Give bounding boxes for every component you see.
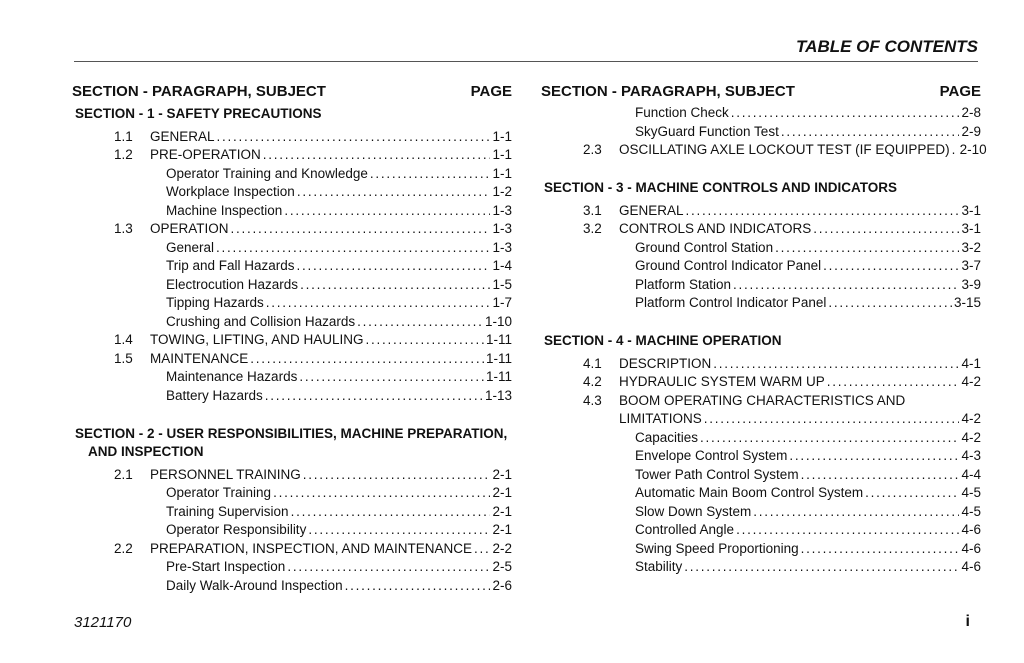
entry-number: 1.4	[114, 332, 133, 347]
entry-page: 4-2	[961, 411, 981, 426]
entry-text: Platform Control Indicator Panel	[635, 295, 827, 310]
entry-text: Trip and Fall Hazards	[166, 258, 295, 273]
toc-entry[interactable]	[72, 146, 512, 165]
leader-dots	[801, 540, 960, 559]
entry-number: 3.2	[583, 221, 602, 236]
leader-dots	[273, 484, 490, 503]
entry-text: SkyGuard Function Test	[635, 123, 779, 139]
leader-dots	[781, 123, 960, 142]
entry-text: HYDRAULIC SYSTEM WARM UP	[619, 374, 825, 389]
toc-entry[interactable]	[72, 276, 512, 295]
section-2-entries	[72, 466, 512, 596]
entry-number: 1.3	[114, 221, 133, 236]
leader-dots	[733, 276, 959, 295]
entry-text: Function Check	[635, 105, 729, 120]
entry-text: Controlled Angle	[635, 522, 735, 537]
leader-dots	[474, 540, 490, 559]
entry-page: 1-1	[492, 128, 512, 144]
toc-entry[interactable]	[541, 220, 981, 239]
entry-page: 2-2	[492, 540, 512, 556]
entry-text: Daily Walk-Around Inspection	[166, 577, 343, 593]
entry-page: 3-1	[961, 221, 981, 236]
entry-text: Crushing and Collision Hazards	[166, 313, 356, 329]
entry-text: Platform Station	[635, 276, 732, 292]
section-2-continued-entries	[541, 104, 987, 160]
leader-dots	[731, 104, 960, 123]
entry-page: 1-10	[484, 313, 512, 329]
section-4-entries-b	[541, 429, 981, 577]
entry-page: 2-5	[492, 559, 512, 574]
page-header-title: TABLE OF CONTENTS	[796, 37, 978, 56]
leader-dots	[713, 355, 959, 374]
entry-page: 4-5	[961, 503, 981, 519]
column-header-page: PAGE	[470, 83, 512, 100]
leader-dots	[686, 202, 960, 221]
entry-number: 1.5	[114, 350, 133, 366]
entry-page: 2-8	[961, 105, 981, 120]
toc-entry[interactable]	[72, 387, 512, 406]
leader-dots	[736, 521, 959, 540]
leader-dots	[297, 257, 491, 276]
leader-dots	[827, 373, 960, 392]
leader-dots	[775, 239, 959, 258]
section-3-entries	[541, 202, 981, 313]
toc-right-column	[541, 80, 987, 577]
entry-page: 1-11	[485, 350, 512, 366]
section-4-entries-a	[541, 355, 981, 392]
toc-entry[interactable]	[541, 484, 981, 503]
leader-dots	[801, 466, 960, 485]
column-header-page: PAGE	[939, 83, 981, 100]
entry-page: 4-3	[961, 448, 981, 463]
leader-dots	[265, 387, 483, 406]
leader-dots	[216, 239, 490, 258]
leader-dots	[291, 503, 491, 522]
entry-page: 4-5	[961, 485, 981, 500]
entry-number: 4.2	[583, 374, 602, 389]
entry-text: TOWING, LIFTING, AND HAULING	[150, 332, 364, 347]
toc-entry[interactable]	[72, 202, 512, 221]
entry-page: 4-6	[961, 559, 981, 574]
toc-entry[interactable]	[541, 123, 981, 142]
toc-entry[interactable]	[541, 373, 981, 392]
entry-text: Envelope Control System	[635, 448, 788, 463]
entry-page: 2-1	[492, 503, 512, 519]
entry-page: 1-2	[492, 184, 512, 199]
entry-page: 1-3	[492, 221, 512, 236]
entry-text: MAINTENANCE	[150, 350, 249, 366]
entry-page: 1-1	[492, 165, 512, 181]
toc-entry[interactable]	[72, 484, 512, 503]
leader-dots	[284, 202, 490, 221]
toc-entry[interactable]	[541, 540, 981, 559]
entry-text: DESCRIPTION	[619, 355, 712, 371]
toc-entry[interactable]	[72, 239, 512, 258]
entry-page: 2-9	[961, 123, 981, 139]
entry-page: 2-10	[959, 142, 987, 157]
entry-page: 3-7	[961, 258, 981, 273]
entry-page: 1-7	[492, 295, 512, 310]
entry-text: Electrocution Hazards	[166, 276, 299, 292]
leader-dots	[297, 183, 491, 202]
toc-entry[interactable]	[72, 165, 512, 184]
entry-page: 3-15	[953, 295, 981, 310]
entry-page: 2-1	[492, 485, 512, 500]
leader-dots	[828, 294, 952, 313]
entry-page: 2-1	[492, 522, 512, 537]
entry-text: Operator Training and Knowledge	[166, 165, 368, 181]
toc-entry[interactable]	[541, 202, 981, 221]
leader-dots	[300, 276, 490, 295]
entry-page: 2-1	[492, 466, 512, 482]
leader-dots	[263, 146, 491, 165]
entry-text: Tipping Hazards	[166, 295, 264, 310]
entry-page: 4-6	[961, 540, 981, 556]
entry-page: 3-1	[961, 202, 981, 218]
entry-text: Tower Path Control System	[635, 466, 799, 482]
entry-number: 2.1	[114, 466, 133, 482]
leader-dots	[250, 350, 484, 369]
entry-page: 4-4	[961, 466, 981, 482]
entry-text: CONTROLS AND INDICATORS	[619, 221, 812, 236]
entry-number: 4.3	[583, 392, 602, 408]
entry-page: 1-11	[485, 369, 512, 384]
column-header	[72, 80, 512, 104]
toc-entry[interactable]	[72, 183, 512, 202]
toc-left-column	[72, 80, 512, 595]
toc-entry[interactable]	[72, 331, 512, 350]
leader-dots	[287, 558, 490, 577]
entry-page: 4-2	[961, 429, 981, 445]
entry-page: 1-4	[492, 258, 512, 273]
entry-text: Slow Down System	[635, 503, 752, 519]
entry-text: Pre-Start Inspection	[166, 559, 286, 574]
toc-entry[interactable]	[72, 294, 512, 313]
toc-entry[interactable]	[541, 355, 981, 374]
leader-dots	[753, 503, 959, 522]
toc-entry[interactable]	[541, 141, 987, 160]
toc-entry[interactable]	[72, 466, 512, 485]
entry-text: OSCILLATING AXLE LOCKOUT TEST (IF EQUIPPED)	[619, 142, 950, 157]
toc-entry[interactable]	[541, 294, 981, 313]
leader-dots	[952, 141, 958, 160]
entry-page: 1-11	[485, 332, 512, 347]
toc-entry[interactable]	[72, 257, 512, 276]
entry-text: General	[166, 239, 215, 255]
toc-entry[interactable]	[541, 558, 981, 577]
toc-entry[interactable]	[541, 257, 981, 276]
toc-entry[interactable]	[541, 429, 981, 448]
toc-entry[interactable]	[72, 503, 512, 522]
leader-dots	[700, 429, 959, 448]
entry-page: 4-1	[961, 355, 981, 371]
entry-text: Machine Inspection	[166, 202, 283, 218]
entry-number: 4.1	[583, 355, 602, 371]
toc-entry[interactable]	[72, 558, 512, 577]
leader-dots	[813, 220, 959, 239]
section-3-heading[interactable]: SECTION - 3 - MACHINE CONTROLS AND INDICATORS	[544, 180, 898, 195]
entry-page: 1-5	[492, 276, 512, 292]
toc-entry[interactable]	[72, 220, 512, 239]
toc-entry[interactable]	[541, 447, 981, 466]
column-header	[541, 80, 981, 104]
leader-dots	[823, 257, 959, 276]
column-header-subject: SECTION - PARAGRAPH, SUBJECT	[72, 83, 326, 100]
section-1-entries	[72, 128, 512, 406]
toc-entry[interactable]	[541, 521, 981, 540]
toc-entry[interactable]	[541, 503, 981, 522]
entry-page: 1-13	[484, 387, 512, 403]
entry-page: 1-1	[492, 147, 512, 162]
toc-entry[interactable]	[72, 521, 512, 540]
document-number: 3121170	[74, 614, 132, 631]
leader-dots	[345, 577, 491, 596]
leader-dots	[303, 466, 491, 485]
entry-page: 3-2	[961, 239, 981, 255]
leader-dots	[865, 484, 959, 503]
entry-text: Ground Control Indicator Panel	[635, 258, 822, 273]
entry-page: 1-3	[492, 239, 512, 255]
entry-text: Operator Training	[166, 485, 272, 500]
toc-entry[interactable]	[541, 104, 981, 123]
entry-text: OPERATION	[150, 221, 229, 236]
leader-dots	[370, 165, 491, 184]
leader-dots	[266, 294, 491, 313]
header-rule	[74, 61, 978, 62]
toc-entry[interactable]	[72, 313, 512, 332]
entry-number: 1.1	[114, 128, 133, 144]
entry-text: BOOM OPERATING CHARACTERISTICS AND	[619, 392, 906, 408]
entry-text: PREPARATION, INSPECTION, AND MAINTENANCE	[150, 540, 473, 556]
entry-number: 2.3	[583, 142, 602, 157]
leader-dots	[357, 313, 483, 332]
entry-text: Training Supervision	[166, 503, 289, 519]
entry-number: 2.2	[114, 540, 133, 556]
toc-entry[interactable]	[72, 128, 512, 147]
leader-dots	[704, 410, 960, 429]
section-2-heading-line2: AND INSPECTION	[88, 444, 204, 459]
entry-text: Swing Speed Proportioning	[635, 540, 799, 556]
toc-entry[interactable]	[72, 368, 512, 387]
section-4-heading[interactable]: SECTION - 4 - MACHINE OPERATION	[544, 333, 782, 348]
leader-dots	[366, 331, 484, 350]
toc-entry[interactable]	[72, 540, 512, 559]
entry-text: Capacities	[635, 429, 699, 445]
section-2-heading[interactable]	[72, 424, 512, 466]
toc-entry[interactable]	[541, 239, 981, 258]
toc-entry[interactable]	[72, 577, 512, 596]
entry-text: Ground Control Station	[635, 239, 774, 255]
column-header-subject: SECTION - PARAGRAPH, SUBJECT	[541, 83, 795, 100]
page-number: i	[965, 613, 970, 630]
leader-dots	[231, 220, 491, 239]
entry-text: Workplace Inspection	[166, 184, 295, 199]
entry-text: Maintenance Hazards	[166, 369, 298, 384]
section-1-heading[interactable]: SECTION - 1 - SAFETY PRECAUTIONS	[75, 106, 322, 121]
entry-text: GENERAL	[150, 128, 215, 144]
entry-page: 4-6	[961, 522, 981, 537]
entry-text: PERSONNEL TRAINING	[150, 466, 301, 482]
section-2-heading-line1: SECTION - 2 - USER RESPONSIBILITIES, MACHINE PREPARATION,	[75, 425, 508, 441]
toc-entry[interactable]	[541, 466, 981, 485]
leader-dots	[217, 128, 491, 147]
entry-number: 1.2	[114, 147, 133, 162]
leader-dots	[308, 521, 490, 540]
entry-text: Operator Responsibility	[166, 522, 307, 537]
entry-number: 3.1	[583, 202, 602, 218]
toc-entry-4-3[interactable]	[541, 392, 981, 429]
entry-page: 2-6	[492, 577, 512, 593]
toc-entry[interactable]	[72, 350, 512, 369]
entry-text: Automatic Main Boom Control System	[635, 485, 864, 500]
leader-dots	[299, 368, 484, 387]
toc-entry[interactable]	[541, 276, 981, 295]
entry-text: PRE-OPERATION	[150, 147, 261, 162]
entry-page: 3-9	[961, 276, 981, 292]
entry-text: Battery Hazards	[166, 387, 263, 403]
entry-text: GENERAL	[619, 202, 684, 218]
entry-text: LIMITATIONS	[619, 411, 702, 426]
entry-text: Stability	[635, 559, 683, 574]
entry-page: 1-3	[492, 202, 512, 218]
leader-dots	[684, 558, 959, 577]
leader-dots	[789, 447, 959, 466]
entry-page: 4-2	[961, 374, 981, 389]
